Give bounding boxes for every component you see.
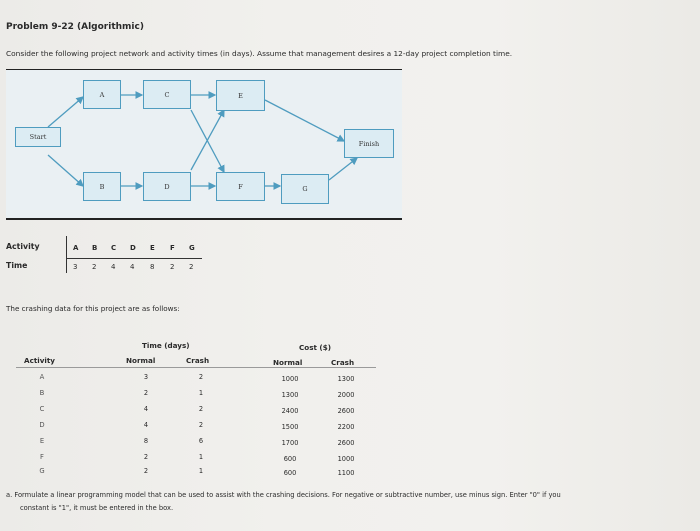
activity-label-a: A [73, 244, 79, 252]
crash-row-crash-cost: 1000 [337, 455, 355, 463]
crash-intro: The crashing data for this project are as follows: [6, 304, 180, 313]
activity-time-e: 8 [150, 263, 155, 271]
col-normal-time: Normal [126, 356, 156, 365]
crash-row-normal-time: 2 [143, 467, 149, 475]
crash-row-crash-time: 2 [198, 373, 204, 381]
activity-time-d: 4 [130, 263, 135, 271]
node-finish: Finish [344, 129, 394, 158]
activity-label-g: G [189, 244, 195, 252]
problem-title: Problem 9-22 (Algorithmic) [6, 22, 144, 32]
edge-g-finish [329, 158, 357, 180]
crash-row-crash-time: 1 [198, 453, 204, 461]
col-crash-time: Crash [186, 356, 210, 365]
crash-row-crash-cost: 1300 [337, 375, 355, 383]
crash-row-normal-cost: 1700 [281, 439, 299, 447]
crash-row-crash-cost: 2600 [337, 439, 355, 447]
problem-intro: Consider the following project network and activity times (in days). Assume that management desires a 12-day project completion time. [6, 49, 513, 58]
crash-row-normal-time: 4 [143, 405, 149, 413]
node-c: C [143, 80, 191, 109]
col-crash-cost: Crash [331, 358, 355, 367]
crash-row-normal-time: 8 [143, 437, 149, 445]
activity-label-f: F [170, 244, 175, 252]
activity-time-a: 3 [73, 263, 78, 271]
edge-start-a [48, 97, 83, 127]
crash-row-normal-cost: 600 [283, 469, 297, 477]
crash-row-normal-cost: 1300 [281, 391, 299, 399]
crash-row-activity: C [39, 405, 45, 413]
crash-row-crash-time: 2 [198, 405, 204, 413]
edge-start-b [48, 155, 83, 186]
crash-row-normal-time: 4 [143, 421, 149, 429]
node-a: A [83, 80, 121, 109]
node-start: Start [15, 127, 61, 147]
crash-row-activity: A [39, 373, 45, 381]
crash-row-crash-cost: 2000 [337, 391, 355, 399]
crash-row-normal-time: 2 [143, 389, 149, 397]
crash-row-activity: E [39, 437, 45, 445]
activity-label-e: E [150, 244, 155, 252]
edge-e-finish [265, 100, 344, 141]
crash-table-header-rule [16, 367, 376, 368]
question-a: a. Formulate a linear programming model that can be used to assist with the crashing decisions. For negative or subtractive number, use minus sign. Enter "0" if you [6, 491, 561, 499]
activity-table-hrule [66, 258, 202, 259]
crash-row-normal-cost: 2400 [281, 407, 299, 415]
crash-row-normal-cost: 1000 [281, 375, 299, 383]
node-g: G [281, 174, 329, 204]
question-a-continuation: constant is "1", it must be entered in the box. [20, 504, 174, 512]
node-e: E [216, 80, 265, 111]
crash-row-crash-time: 2 [198, 421, 204, 429]
crash-row-activity: G [39, 467, 45, 475]
activity-time-f: 2 [170, 263, 175, 271]
crash-row-normal-cost: 1500 [281, 423, 299, 431]
crash-row-normal-time: 3 [143, 373, 149, 381]
crash-row-normal-time: 2 [143, 453, 149, 461]
crash-row-crash-cost: 2600 [337, 407, 355, 415]
crash-row-crash-time: 1 [198, 389, 204, 397]
activity-table-vrule [66, 236, 67, 273]
crash-row-activity: B [39, 389, 45, 397]
activity-label-d: D [130, 244, 136, 252]
time-group-header: Time (days) [142, 341, 190, 350]
crash-row-crash-time: 1 [198, 467, 204, 475]
cost-group-header: Cost ($) [299, 343, 331, 352]
activity-time-b: 2 [92, 263, 97, 271]
crash-row-normal-cost: 600 [283, 455, 297, 463]
col-normal-cost: Normal [273, 358, 303, 367]
time-row-label: Time [6, 261, 28, 270]
crash-row-activity: D [39, 421, 45, 429]
node-d: D [143, 172, 191, 201]
network-bottom-rule [6, 218, 402, 220]
node-f: F [216, 172, 265, 201]
activity-label-c: C [111, 244, 117, 252]
col-activity: Activity [24, 356, 55, 365]
crash-row-activity: F [40, 453, 44, 461]
crash-row-crash-cost: 2200 [337, 423, 355, 431]
node-b: B [83, 172, 121, 201]
activity-time-c: 4 [111, 263, 116, 271]
activity-label-b: B [92, 244, 98, 252]
crash-row-crash-cost: 1100 [337, 469, 355, 477]
activity-time-g: 2 [189, 263, 194, 271]
activity-row-label: Activity [6, 242, 40, 251]
crash-row-crash-time: 6 [198, 437, 204, 445]
